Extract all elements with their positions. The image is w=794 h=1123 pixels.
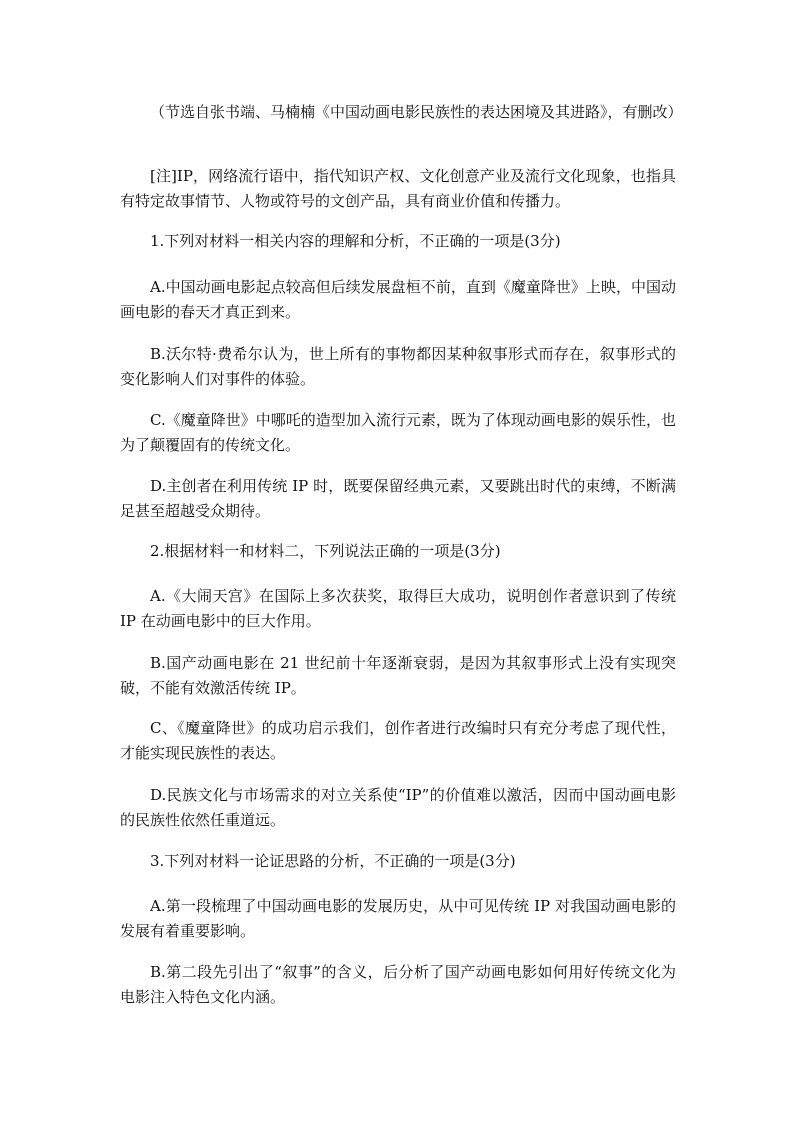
question-2-option-c: C、《魔童降世》的成功启示我们，创作者进行改编时只有充分考虑了现代性，才能实现民族性的表达。 <box>120 719 676 762</box>
question-1-option-c: C.《魔童降世》中哪吒的造型加入流行元素，既为了体现动画电影的娱乐性，也为了颠覆固有的传统文化。 <box>120 411 676 454</box>
question-1-stem: 1.下列对材料一相关内容的理解和分析，不正确的一项是(3分) <box>150 232 561 250</box>
question-3-option-b: B.第二段先引出了“叙事”的含义，后分析了国产动画电影如何用好传统文化为电影注入特色文化内涵。 <box>120 963 676 1006</box>
question-2-stem: 2.根据材料一和材料二，下列说法正确的一项是(3分) <box>150 542 501 560</box>
question-1-option-d: D.主创者在利用传统 IP 时，既要保留经典元素，又要跳出时代的束缚，不断满足甚至超越受众期待。 <box>120 477 676 520</box>
source-note: （节选自张书端、马楠楠《中国动画电影民族性的表达困境及其进路》，有删改） <box>150 103 683 121</box>
question-2-option-b: B.国产动画电影在 21 世纪前十年逐渐衰弱，是因为其叙事形式上没有实现突破，不能有效激活传统 IP。 <box>120 654 676 697</box>
annotation-note: [注]IP，网络流行语中，指代知识产权、文化创意产业及流行文化现象，也指具有特定故事情节、人物或符号的文创产品，具有商业价值和传播力。 <box>120 167 676 210</box>
question-2-option-a: A.《大闹天宫》在国际上多次获奖，取得巨大成功，说明创作者意识到了传统 IP 在动画电影中的巨大作用。 <box>120 587 676 630</box>
question-3-option-a: A.第一段梳理了中国动画电影的发展历史，从中可见传统 IP 对我国动画电影的发展有着重要影响。 <box>120 897 676 940</box>
question-1-option-b: B.沃尔特·费希尔认为，世上所有的事物都因某种叙事形式而存在，叙事形式的变化影响人们对事件的体验。 <box>120 345 676 388</box>
question-2-option-d: D.民族文化与市场需求的对立关系使“IP”的价值难以激活，因而中国动画电影的民族性依然任重道远。 <box>120 786 676 829</box>
question-1-option-a: A.中国动画电影起点较高但后续发展盘桓不前，直到《魔童降世》上映，中国动画电影的春天才真正到来。 <box>120 278 676 321</box>
question-3-stem: 3.下列对材料一论证思路的分析，不正确的一项是(3分) <box>150 852 516 870</box>
